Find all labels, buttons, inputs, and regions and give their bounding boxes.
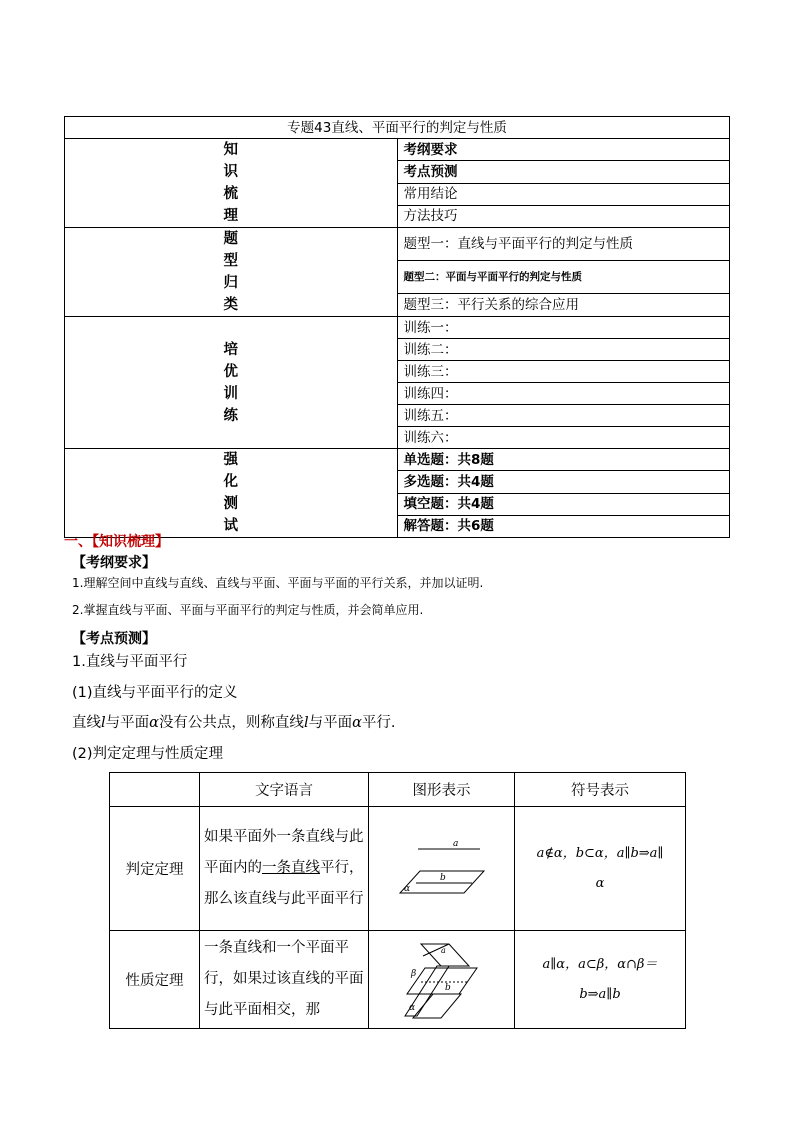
header-symbol: 符号表示 <box>515 773 686 807</box>
line-parallel-plane-figure <box>392 837 492 901</box>
svg-text:a: a <box>440 945 446 955</box>
toc-category-training: 培 优 训 练 <box>65 317 398 449</box>
toc-item: 单选题：共8题 <box>397 449 730 471</box>
svg-text:α: α <box>408 1002 415 1013</box>
svg-text:b: b <box>439 872 446 883</box>
kagang-heading: 【考纲要求】 <box>72 555 156 571</box>
section-heading: 一、【知识梳理】 <box>64 534 169 550</box>
definition-heading: (1)直线与平面平行的定义 <box>72 685 238 701</box>
toc-item: 训练六： <box>397 427 730 449</box>
property-figure <box>369 931 515 1029</box>
svg-text:a: a <box>452 838 458 849</box>
header-empty <box>110 773 200 807</box>
svg-text:α: α <box>403 883 410 894</box>
svg-text:β: β <box>410 968 416 979</box>
toc-category-test: 强 化 测 试 <box>65 449 398 538</box>
toc-item: 考纲要求 <box>397 139 730 161</box>
toc-item: 常用结论 <box>397 183 730 205</box>
definition-text: 直线l与平面α没有公共点，则称直线l与平面α平行. <box>72 715 396 731</box>
theorem-table <box>109 772 686 1029</box>
toc-category-knowledge: 知 识 梳 理 <box>65 139 398 228</box>
toc-table <box>64 116 730 538</box>
toc-item: 多选题：共4题 <box>397 471 730 493</box>
svg-text:b: b <box>444 982 451 993</box>
header-figure: 图形表示 <box>369 773 515 807</box>
criterion-figure <box>369 807 515 931</box>
toc-category-types: 题 型 归 类 <box>65 228 398 317</box>
toc-item: 训练一： <box>397 317 730 339</box>
toc-item: 考点预测 <box>397 161 730 183</box>
row-label-property: 性质定理 <box>110 931 200 1029</box>
toc-item: 题型二：平面与平面平行的判定与性质 <box>397 260 730 293</box>
property-symbols: a∥α，a⊂β，α∩β＝ b⇒a∥b <box>515 931 686 1029</box>
toc-item: 方法技巧 <box>397 205 730 227</box>
toc-item: 训练三： <box>397 361 730 383</box>
property-text: 一条直线和一个平面平行，如果过该直线的平面与此平面相交，那 <box>200 931 369 1029</box>
criterion-symbols: a∉α，b⊂α，a∥b⇒a∥ α <box>515 807 686 931</box>
toc-item: 题型三：平行关系的综合应用 <box>397 293 730 316</box>
header-text-language: 文字语言 <box>200 773 369 807</box>
toc-item: 训练五： <box>397 405 730 427</box>
toc-item: 填空题：共4题 <box>397 493 730 515</box>
kagang-item-1: 1.理解空间中直线与直线、直线与平面、平面与平面的平行关系，并加以证明. <box>72 576 484 590</box>
toc-item: 题型一：直线与平面平行的判定与性质 <box>397 228 730 261</box>
point-1-heading: 1.直线与平面平行 <box>72 654 188 670</box>
toc-item: 训练四： <box>397 383 730 405</box>
toc-item: 解答题：共6题 <box>397 515 730 537</box>
toc-title: 专题43直线、平面平行的判定与性质 <box>65 117 730 139</box>
row-label-criterion: 判定定理 <box>110 807 200 931</box>
kagang-item-2: 2.掌握直线与平面、平面与平面平行的判定与性质，并会简单应用. <box>72 603 424 617</box>
plane-intersection-figure <box>397 938 487 1022</box>
kaodian-heading: 【考点预测】 <box>72 631 156 647</box>
criterion-text: 如果平面外一条直线与此平面内的一条直线平行，那么该直线与此平面平行 <box>200 807 369 931</box>
theorem-heading: (2)判定定理与性质定理 <box>72 746 224 762</box>
toc-item: 训练二： <box>397 339 730 361</box>
